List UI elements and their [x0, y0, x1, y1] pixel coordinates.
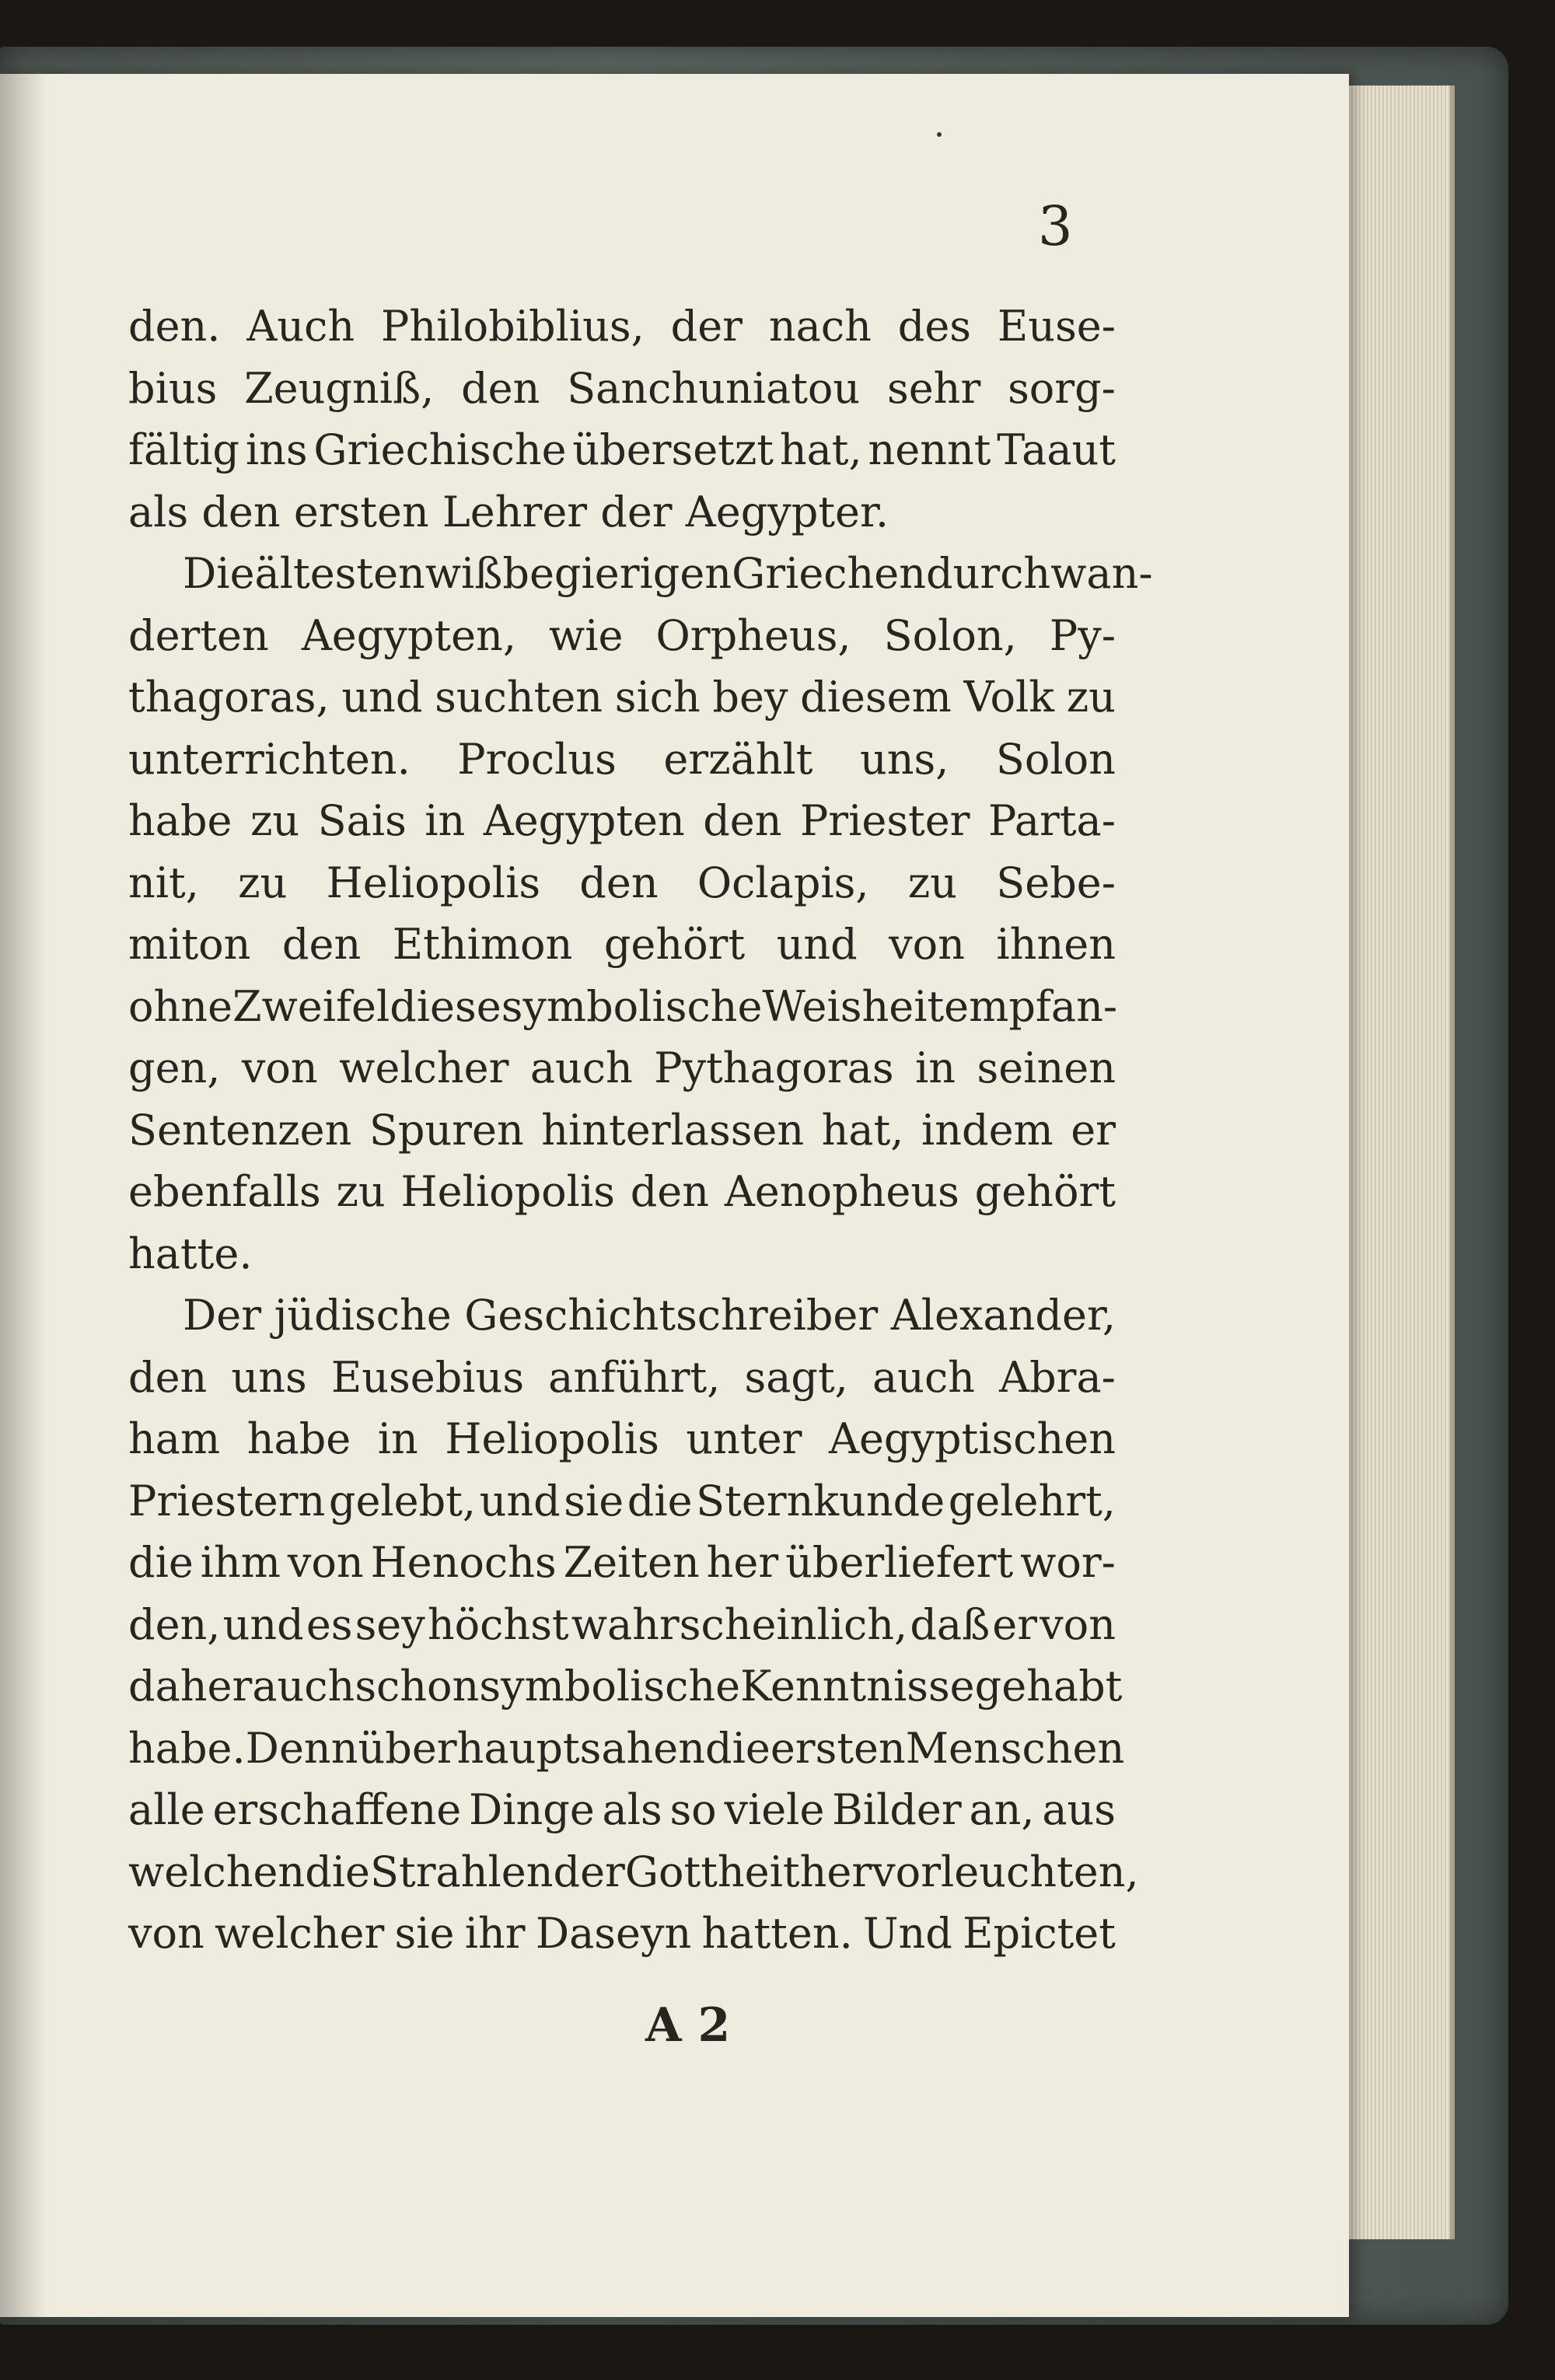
text-line: ham habe in Heliopolis unter Aegyptischen — [128, 1414, 1116, 1463]
printer-signature: A 2 — [645, 1998, 731, 2053]
text-line: daher auch schon symbolische Kenntnisse gehabt — [128, 1662, 1123, 1711]
text-line: Der jüdische Geschichtschreiber Alexander, — [183, 1291, 1116, 1340]
text-line: unterrichten. Proclus erzählt uns, Solon — [128, 734, 1116, 784]
page-number: 3 — [1038, 194, 1073, 258]
page-gutter-shadow — [0, 74, 47, 2317]
text-line: die ihm von Henochs Zeiten her überliefert wor- — [128, 1538, 1116, 1587]
text-line: den. Auch Philobiblius, der nach des Euse- — [128, 302, 1116, 351]
text-line: nit, zu Heliopolis den Oclapis, zu Sebe- — [128, 858, 1116, 907]
text-line: ohne Zweifel diese symbolische Weisheit empfan- — [128, 981, 1118, 1031]
text-line: Die ältesten wißbegierigen Griechen durchwan- — [183, 549, 1153, 598]
text-line: welchen die Strahlen der Gottheit hervorleuchten, — [128, 1847, 1139, 1896]
body-text — [128, 295, 1153, 1965]
text-line: fältig ins Griechische übersetzt hat, nennt Taaut — [128, 425, 1116, 474]
text-line: alle erschaffene Dinge als so viele Bilder an, aus — [128, 1785, 1116, 1834]
text-line: habe zu Sais in Aegypten den Priester Parta- — [128, 796, 1116, 845]
text-line: den uns Eusebius anführt, sagt, auch Abra- — [128, 1352, 1116, 1402]
text-line: derten Aegypten, wie Orpheus, Solon, Py- — [128, 610, 1116, 660]
text-line: Sentenzen Spuren hinterlassen hat, indem er — [128, 1105, 1116, 1155]
text-line: thagoras, und suchten sich bey diesem Volk zu — [128, 673, 1116, 722]
text-line: miton den Ethimon gehört und von ihnen — [128, 920, 1116, 969]
text-line: gen, von welcher auch Pythagoras in seinen — [128, 1043, 1116, 1092]
text-line: Priestern gelebt, und sie die Sternkunde gelehrt, — [128, 1476, 1116, 1526]
text-line: bius Zeugniß, den Sanchuniatou sehr sorg- — [128, 363, 1116, 413]
text-line: von welcher sie ihr Daseyn hatten. Und Epictet — [128, 1909, 1116, 1958]
paper-speck — [937, 132, 942, 137]
text-line: habe. Denn überhaupt sahen die ersten Menschen — [128, 1723, 1125, 1773]
page-edges — [1341, 86, 1455, 2239]
text-line: ebenfalls zu Heliopolis den Aenopheus gehört — [128, 1167, 1116, 1216]
text-line: hatte. — [128, 1228, 253, 1278]
text-line: als den ersten Lehrer der Aegypter. — [128, 487, 889, 536]
text-line: den, und es sey höchst wahrscheinlich, daß er von — [128, 1599, 1116, 1649]
